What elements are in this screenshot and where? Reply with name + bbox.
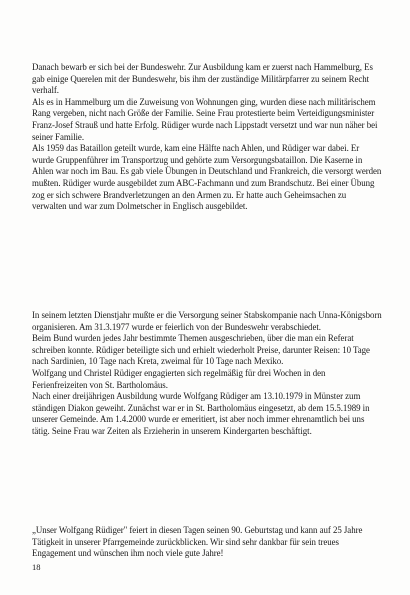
paragraph: Als 1959 das Bataillon geteilt wurde, kam eine Hälfte nach Ahlen, und Rüdiger war dabei. Er wurde Gruppenführer im Transportzug und gehörte zum Versorgungsbataillon. Die Kaserne in Ahlen war noch im Bau. Es gab viele Übungen in Deutschland und Frankreich, die versorgt werden mußten. Rüdiger wurde ausgebildet zum ABC-Fachmann und zum Brandschutz. Bei einer Übung zog er sich schwere Brandverletzungen an den Armen zu. Er hatte auch Geheimsachen zu verwalten und war zum Dolmetscher in Englisch ausgebildet. — [32, 143, 382, 212]
paragraph: Als es in Hammelburg um die Zuweisung von Wohnungen ging, wurden diese nach militärischem Rang vergeben, nicht nach Größe der Familie. Seine Frau protestierte beim Verteidigungsminister Franz-Josef Strauß und hatte Erfolg. Rüdiger wurde nach Lippstadt versetzt und war nun näher bei seiner Familie. — [32, 96, 378, 142]
text-block-military-career — [32, 62, 382, 213]
paragraph: Beim Bund wurden jedes Jahr bestimmte Themen ausgeschrieben, über die man ein Referat schreiben konnte. Rüdiger beteiligte sich und erhielt wiederholt Preise, darunter Reisen: 10 Tage nach Sardinien, 10 Tage nach Kreta, zweimal für 10 Tage nach Mexiko. — [32, 333, 370, 367]
paragraph: „Unser Wolfgang Rüdiger" feiert in diesen Tagen seinen 90. Geburtstag und kann auf 25 Jahre Tätigkeit in unserer Pfarrgemeinde zurückblicken. Wir sind sehr dankbar für sein treues Engagement und wünschen ihm noch viele gute Jahre! — [32, 525, 363, 559]
paragraph: Wolfgang und Christel Rüdiger engagierten sich regelmäßig für drei Wochen in den Ferienfreizeiten von St. Bartholomäus. — [32, 367, 326, 390]
paragraph: In seinem letzten Dienstjahr mußte er die Versorgung seiner Stabskompanie nach Unna-Königsborn organisieren. Am 31.3.1977 wurde er feierlich von der Bundeswehr verabschiedet. — [32, 310, 382, 332]
paragraph: Danach bewarb er sich bei der Bundeswehr. Zur Ausbildung kam er zuerst nach Hammelburg, Es gab einige Querelen mit der Bundeswehr, bis ihm der zuständige Militärpfarrer zu seinem Recht verhalf. — [32, 62, 373, 96]
text-block-closing — [32, 525, 382, 560]
text-block-later-years — [32, 310, 382, 438]
paragraph: Nach einer dreijährigen Ausbildung wurde Wolfgang Rüdiger am 13.10.1979 in Münster zum ständigen Diakon geweiht. Zunächst war er in St. Bartholomäus eingesetzt, ab dem 15.5.1989 in unserer Gemeinde. Am 1.4.2000 wurde er emeritiert, ist aber noch immer ehrenamtlich bei uns tätig. Seine Frau war Zeiten als Erzieherin in unserem Kindergarten beschäftigt. — [32, 391, 370, 436]
page-number: 18 — [32, 562, 41, 572]
